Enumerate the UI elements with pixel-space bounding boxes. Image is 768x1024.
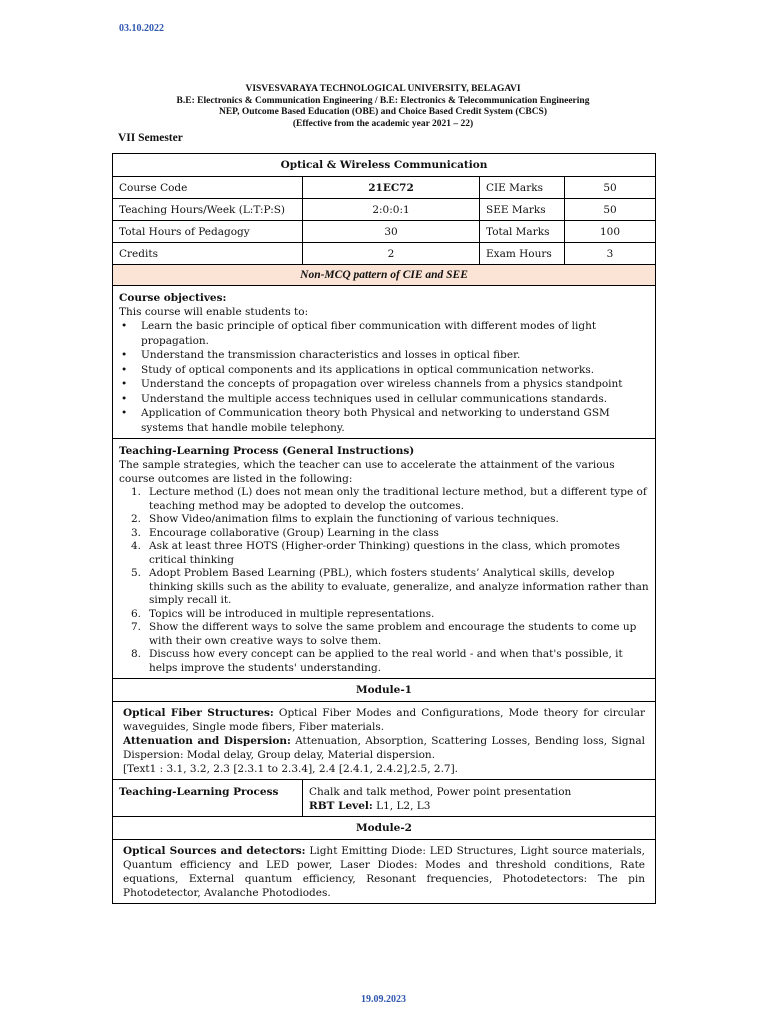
tlp-number: 7. [131, 621, 142, 633]
course-info-row [113, 177, 656, 199]
rbt-level [309, 799, 649, 813]
info-value: 3 [565, 243, 656, 265]
tlp-list [119, 486, 649, 675]
teaching-learning-process [113, 439, 656, 679]
bullet-icon: • [121, 363, 128, 376]
info-label: CIE Marks [480, 177, 565, 199]
module-1-topic-1 [123, 706, 645, 734]
tlp-item [119, 608, 649, 622]
tlp-number: 4. [131, 540, 142, 552]
tlp-text: Show Video/animation films to explain the functioning of various techniques. [149, 513, 559, 525]
objectives-list [119, 319, 649, 435]
objectives-heading: Course objectives: [119, 292, 227, 304]
tlp-text: Discuss how every concept can be applied to the real world - and when that's possible, it helps improve the students' understanding. [149, 648, 623, 674]
tlp-item [119, 621, 649, 648]
tlp-methods-cell [303, 780, 656, 817]
tlp-text: Topics will be introduced in multiple representations. [149, 607, 435, 620]
date-top: 03.10.2022 [119, 23, 164, 34]
info-label: Teaching Hours/Week (L:T:P:S) [113, 199, 303, 221]
info-label: Total Marks [480, 221, 565, 243]
tlp-item [119, 527, 649, 541]
tlp-label-cell [113, 780, 303, 817]
info-value: 2:0:0:1 [303, 199, 480, 221]
info-value: 50 [565, 199, 656, 221]
effective-line: (Effective from the academic year 2021 – 22) [292, 118, 474, 129]
topic-title: Optical Sources and detectors: [123, 845, 306, 857]
programme-line: B.E: Electronics & Communication Engineering / B.E: Electronics & Telecommunication Engineering [176, 95, 590, 106]
tlp-heading: Teaching-Learning Process (General Instructions) [119, 445, 415, 457]
tlp-text: Show the different ways to solve the same problem and encourage the students to come up with their own creative ways to solve them. [149, 621, 637, 647]
rbt-label: RBT Level: [309, 800, 373, 812]
tlp-number: 5. [131, 567, 142, 579]
objectives-intro: This course will enable students to: [119, 306, 309, 318]
bullet-icon: • [121, 349, 128, 361]
module-1-reference: [Text1 : 3.1, 3.2, 2.3 [2.3.1 to 2.3.4], 2.4 [2.4.1, 2.4.2],2.5, 2.7]. [123, 763, 459, 775]
course-info-row [113, 221, 656, 243]
objective-text: Learn the basic principle of optical fiber communication with different modes of light propagation. [141, 320, 597, 347]
objective-text: Understand the multiple access techniques used in cellular communications standards. [141, 392, 608, 405]
university-header [110, 84, 656, 130]
exam-pattern-banner: Non-MCQ pattern of CIE and SEE [113, 265, 656, 286]
tlp-text: Adopt Problem Based Learning (PBL), which fosters students’ Analytical skills, develop thinking skills such as the ability to evaluate, generalize, and analyze information rather than simply recall it. [149, 567, 649, 606]
info-label: Exam Hours [480, 243, 565, 265]
info-value: 100 [565, 221, 656, 243]
info-value: 21EC72 [303, 177, 480, 199]
objective-item [119, 348, 649, 363]
objective-text: Application of Communication theory both Physical and networking to understand GSM systems that handle mobile telephony. [141, 407, 610, 434]
tlp-text: Ask at least three HOTS (Higher-order Thinking) questions in the class, which promotes critical thinking [149, 540, 621, 566]
bullet-icon: • [121, 320, 128, 332]
info-label: Total Hours of Pedagogy [113, 221, 303, 243]
module-2-topic-1 [123, 844, 645, 900]
objective-item [119, 406, 649, 435]
tlp-item [119, 648, 649, 675]
info-value: 50 [565, 177, 656, 199]
tlp-number: 6. [131, 607, 142, 620]
objective-text: Understand the concepts of propagation over wireless channels from a physics standpoint [141, 378, 623, 390]
date-bottom: 19.09.2023 [361, 994, 406, 1005]
objective-text: Understand the transmission characteristics and losses in optical fiber. [141, 349, 521, 361]
tlp-text: Encourage collaborative (Group) Learning in the class [149, 526, 439, 539]
module-1-heading: Module-1 [113, 679, 656, 702]
syllabus-table [112, 153, 656, 904]
course-info-row [113, 243, 656, 265]
topic-text: Optical Fiber Modes and Configurations, Mode theory for circular waveguides, Single mode fibers, Fiber materials. [123, 707, 646, 733]
tlp-number: 3. [131, 526, 142, 539]
tlp-item [119, 513, 649, 527]
semester-label: VII Semester [118, 132, 183, 144]
topic-text: Light Emitting Diode: LED Structures, Light source materials, Quantum efficiency and LED power, Laser Diodes: Modes and threshold conditions, Rate equations, External quantum efficiency, Resonant frequencies, Photodetectors: The pin Photodetector, Avalanche Photodiodes. [123, 845, 646, 899]
bullet-icon: • [121, 407, 128, 419]
info-value: 30 [303, 221, 480, 243]
tlp-number: 1. [131, 486, 142, 498]
course-objectives [113, 286, 656, 439]
module-1-content [113, 702, 656, 780]
info-value: 2 [303, 243, 480, 265]
tlp-item [119, 486, 649, 513]
tlp-item [119, 540, 649, 567]
tlp-methods: Chalk and talk method, Power point presentation [309, 786, 572, 798]
course-info-row [113, 199, 656, 221]
tlp-number: 2. [131, 513, 142, 525]
objective-item [119, 377, 649, 392]
course-title: Optical & Wireless Communication [113, 154, 656, 177]
module-2-heading: Module-2 [113, 817, 656, 840]
topic-title: Optical Fiber Structures: [123, 707, 274, 719]
rbt-value: L1, L2, L3 [372, 800, 431, 812]
tlp-intro: The sample strategies, which the teacher can use to accelerate the attainment of the various course outcomes are listed in the following: [119, 459, 615, 485]
tlp-item [119, 567, 649, 608]
tlp-label: Teaching-Learning Process [119, 786, 279, 798]
info-label: Credits [113, 243, 303, 265]
bullet-icon: • [121, 378, 128, 390]
objective-text: Study of optical components and its applications in optical communication networks. [141, 363, 595, 376]
objective-item [119, 392, 649, 407]
module-2-content [113, 840, 656, 904]
scheme-line: NEP, Outcome Based Education (OBE) and Choice Based Credit System (CBCS) [218, 107, 548, 117]
info-label: Course Code [113, 177, 303, 199]
module-1-topic-2 [123, 734, 645, 762]
tlp-number: 8. [131, 648, 142, 660]
objective-item [119, 363, 649, 378]
tlp-text: Lecture method (L) does not mean only the traditional lecture method, but a different type of teaching method may be adopted to develop the outcomes. [149, 486, 647, 512]
university-name: VISVESVARAYA TECHNOLOGICAL UNIVERSITY, BELAGAVI [245, 84, 521, 94]
bullet-icon: • [121, 392, 128, 405]
objective-item [119, 319, 649, 348]
topic-text: Attenuation, Absorption, Scattering Losses, Bending loss, Signal Dispersion: Modal delay, Group delay, Material dispersion. [123, 735, 646, 761]
info-label: SEE Marks [480, 199, 565, 221]
topic-title: Attenuation and Dispersion: [123, 735, 291, 747]
